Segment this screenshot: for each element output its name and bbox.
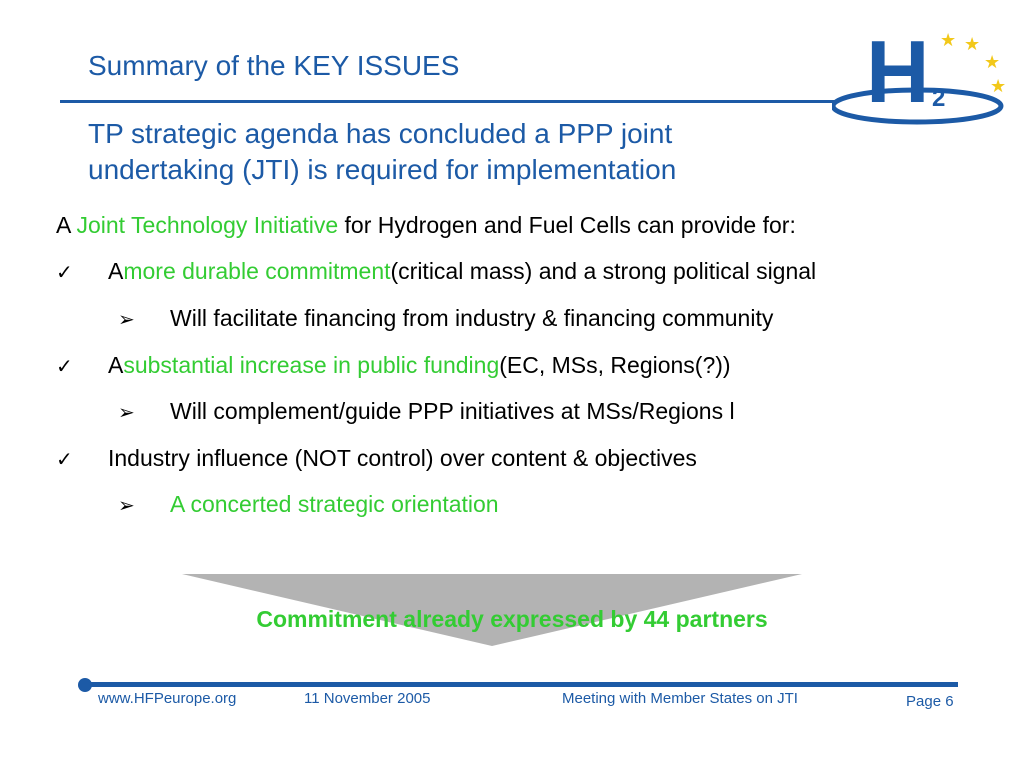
bullet-highlight: substantial increase in public funding [123, 352, 500, 378]
sub-bullet-item [118, 305, 773, 332]
footer-date: 11 November 2005 [304, 690, 431, 707]
h2-star-logo [832, 20, 1012, 130]
title-divider [60, 100, 838, 103]
intro-text [56, 212, 796, 239]
intro-highlight: Joint Technology Initiative [76, 212, 339, 238]
logo-star-icon: ★ [964, 34, 981, 54]
footer-page-number: Page 6 [906, 693, 954, 710]
logo-star-icon: ★ [940, 30, 957, 50]
sub-bullet-text: Will complement/guide PPP initiatives at MSs/Regions l [170, 398, 735, 424]
sub-bullet-text: A concerted strategic orientation [170, 491, 499, 517]
footer-website[interactable]: www.HFPeurope.org [98, 690, 237, 707]
checkmark-icon: ✓ [56, 449, 73, 471]
bullet-suffix: (critical mass) and a strong political signal [390, 258, 817, 284]
logo-star-icon: ★ [984, 52, 1001, 72]
sub-bullet-item [118, 491, 499, 518]
sub-bullet-text: Will facilitate financing from industry & financing community [170, 305, 774, 331]
slide-title: Summary of the KEY ISSUES [88, 50, 460, 81]
logo-subscript: 2 [932, 85, 946, 112]
arrow-bullet-icon: ➢ [118, 309, 135, 331]
checkmark-icon: ✓ [56, 262, 73, 284]
bullet-item [56, 445, 697, 472]
bullet-prefix: A [108, 352, 124, 378]
bullet-prefix: Industry influence (NOT control) over content & objectives [108, 445, 697, 471]
bullet-item [56, 258, 816, 285]
footer-line [85, 682, 958, 687]
intro-prefix: A [56, 212, 77, 238]
arrow-bullet-icon: ➢ [118, 402, 135, 424]
bullet-item [56, 352, 731, 379]
subtitle-line-1: TP strategic agenda has concluded a PPP joint [88, 118, 673, 149]
intro-suffix: for Hydrogen and Fuel Cells can provide for: [338, 212, 796, 238]
checkmark-icon: ✓ [56, 356, 73, 378]
bullet-highlight: more durable commitment [123, 258, 391, 284]
bullet-suffix: (EC, MSs, Regions(?)) [499, 352, 731, 378]
commitment-statement: Commitment already expressed by 44 partners [256, 606, 768, 632]
bullet-prefix: A [108, 258, 124, 284]
footer-meeting: Meeting with Member States on JTI [562, 690, 798, 707]
sub-bullet-item [118, 398, 735, 425]
subtitle-line-2: undertaking (JTI) is required for implementation [88, 154, 677, 185]
logo-letter: H [866, 22, 930, 121]
arrow-bullet-icon: ➢ [118, 495, 135, 517]
slide-subtitle [88, 116, 828, 188]
logo-star-icon: ★ [990, 76, 1007, 96]
